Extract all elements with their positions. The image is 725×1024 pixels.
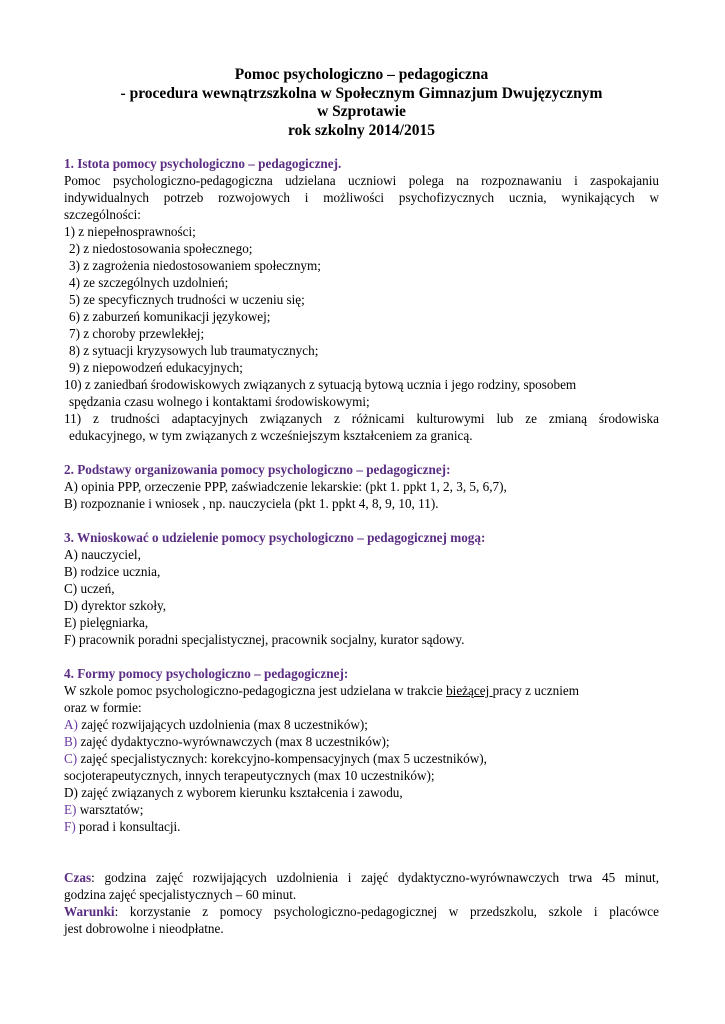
list-item: 7) z choroby przewlekłej;	[69, 326, 205, 341]
document-page	[64, 66, 659, 937]
list-item: E) pielęgniarka,	[64, 615, 149, 630]
title-line-1: Pomoc psychologiczno – pedagogiczna	[234, 66, 489, 83]
form-letter-a: A)	[64, 717, 78, 732]
section-1-heading: 1. Istota pomocy psychologiczno – pedagogicznej.	[64, 156, 342, 171]
section-2-item-b: B) rozpoznanie i wniosek , np. nauczyciela (pkt 1. ppkt 4, 8, 9, 10, 11).	[64, 496, 439, 511]
form-item-e	[64, 801, 659, 818]
czas-label: Czas	[64, 870, 92, 885]
list-item: 8) z sytuacji kryzysowych lub traumatycznych;	[69, 343, 319, 358]
form-item-c-line-2: socjoterapeutycznych, innych terapeutycznych (max 10 uczestników);	[64, 768, 435, 783]
czas-text: : godzina zajęć rozwijających uzdolnienia i zajęć dydaktyczno-wyrównawczych trwa 45 minut,	[91, 870, 659, 885]
warunki-text: : korzystanie z pomocy psychologiczno-pedagogicznej w przedszkolu, szkole i placówce	[114, 904, 659, 919]
list-item: 9) z niepowodzeń edukacyjnych;	[69, 360, 243, 375]
intro-text-post: pracy z uczniem	[492, 683, 579, 698]
form-item-d: D) zajęć związanych z wyborem kierunku kształcenia i zawodu,	[64, 785, 403, 800]
section-3-heading: 3. Wnioskować o udzielenie pomocy psychologiczno – pedagogicznej mogą:	[64, 530, 486, 545]
title-line-2: - procedura wewnątrzszkolna w Społecznym Gimnazjum Dwujęzycznym	[120, 84, 603, 102]
title-line-3: w Szprotawie	[317, 103, 406, 120]
list-item: B) rodzice ucznia,	[64, 564, 161, 579]
warunki-line-2: jest dobrowolne i nieodpłatne.	[64, 921, 224, 936]
section-4-intro-line-1	[64, 682, 659, 699]
section-1-intro-line-2: indywidualnych potrzeb rozwojowych i możliwości psychofizycznych ucznia, wynikających w	[64, 190, 659, 205]
form-letter-e: E)	[64, 802, 77, 817]
list-item-11-line-1: 11) z trudności adaptacyjnych związanych z różnicami kulturowymi lub ze zmianą środowiska	[64, 411, 659, 426]
form-letter-f: F)	[64, 819, 76, 834]
list-item: 2) z niedostosowania społecznego;	[69, 241, 253, 256]
intro-text-underlined: bieżącej	[446, 683, 493, 698]
list-item-10-line-2: spędzania czasu wolnego i kontaktami środowiskowymi;	[69, 394, 370, 409]
form-text-a: zajęć rozwijających uzdolnienia (max 8 uczestników);	[77, 717, 368, 732]
form-item-a	[64, 716, 659, 733]
list-item: A) nauczyciel,	[64, 547, 141, 562]
list-item: C) uczeń,	[64, 581, 115, 596]
section-1-intro-line-1: Pomoc psychologiczno-pedagogiczna udzielana uczniowi polega na rozpoznawaniu i zaspokajaniu	[64, 173, 659, 188]
list-item: 1) z niepełnosprawności;	[64, 224, 196, 239]
form-text-b: zajęć dydaktyczno-wyrównawczych (max 8 uczestników);	[77, 734, 390, 749]
section-2-heading: 2. Podstawy organizowania pomocy psychologiczno – pedagogicznej:	[64, 462, 451, 477]
czas-line-1	[64, 869, 659, 886]
czas-line-2: godzina zajęć specjalistycznych – 60 minut.	[64, 887, 297, 902]
list-item: D) dyrektor szkoły,	[64, 598, 167, 613]
section-1-intro-line-3: szczególności:	[64, 207, 141, 222]
section-4-intro-line-2: oraz w formie:	[64, 700, 142, 715]
list-item-10-line-1: 10) z zaniedbań środowiskowych związanych z sytuacją bytową ucznia i jego rodziny, sposobem	[64, 377, 577, 392]
form-item-b	[64, 733, 659, 750]
warunki-line-1	[64, 903, 659, 920]
list-item: 6) z zaburzeń komunikacji językowej;	[69, 309, 271, 324]
list-item-11-line-2: edukacyjnego, w tym związanych z wcześniejszym kształceniem za granicą.	[69, 428, 473, 443]
list-item: 4) ze szczególnych uzdolnień;	[69, 275, 229, 290]
list-item: 5) ze specyficznych trudności w uczeniu się;	[69, 292, 305, 307]
intro-text-pre: W szkole pomoc psychologiczno-pedagogiczna jest udzielana w trakcie	[64, 683, 447, 698]
form-letter-b: B)	[64, 734, 78, 749]
form-text-e: warsztatów;	[76, 802, 144, 817]
document-title	[64, 66, 659, 140]
list-item: F) pracownik poradni specjalistycznej, pracownik socjalny, kurator sądowy.	[64, 632, 465, 647]
form-letter-c: C)	[64, 751, 78, 766]
form-text-f: porad i konsultacji.	[75, 819, 181, 834]
warunki-label: Warunki	[64, 904, 115, 919]
section-4-heading: 4. Formy pomocy psychologiczno – pedagogicznej:	[64, 666, 349, 681]
form-item-c	[64, 750, 659, 767]
form-text-c: zajęć specjalistycznych: korekcyjno-kompensacyjnych (max 5 uczestników),	[77, 751, 487, 766]
form-item-f	[64, 818, 659, 835]
title-line-4: rok szkolny 2014/2015	[288, 121, 435, 139]
list-item: 3) z zagrożenia niedostosowaniem społecznym;	[69, 258, 321, 273]
section-2-item-a: A) opinia PPP, orzeczenie PPP, zaświadczenie lekarskie: (pkt 1. ppkt 1, 2, 3, 5, 6,7),	[64, 479, 507, 494]
